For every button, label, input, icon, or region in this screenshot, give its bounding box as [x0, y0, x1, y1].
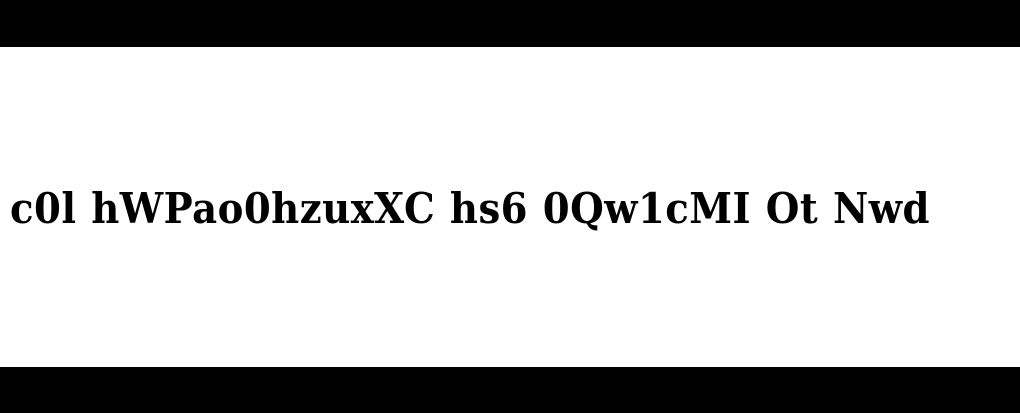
word-1: c0l: [10, 184, 77, 233]
white-canvas: [0, 47, 1020, 367]
word-4: 0Qw1cMI: [542, 184, 752, 233]
blackletter-text-line: [10, 179, 930, 239]
bottom-black-bar: [0, 367, 1020, 413]
word-5: Ot: [765, 184, 819, 233]
top-black-bar: [0, 0, 1020, 47]
word-6: Nwd: [832, 184, 930, 233]
word-3: hs6: [449, 184, 529, 233]
word-2: hWPao0hzuxXC: [91, 184, 436, 233]
